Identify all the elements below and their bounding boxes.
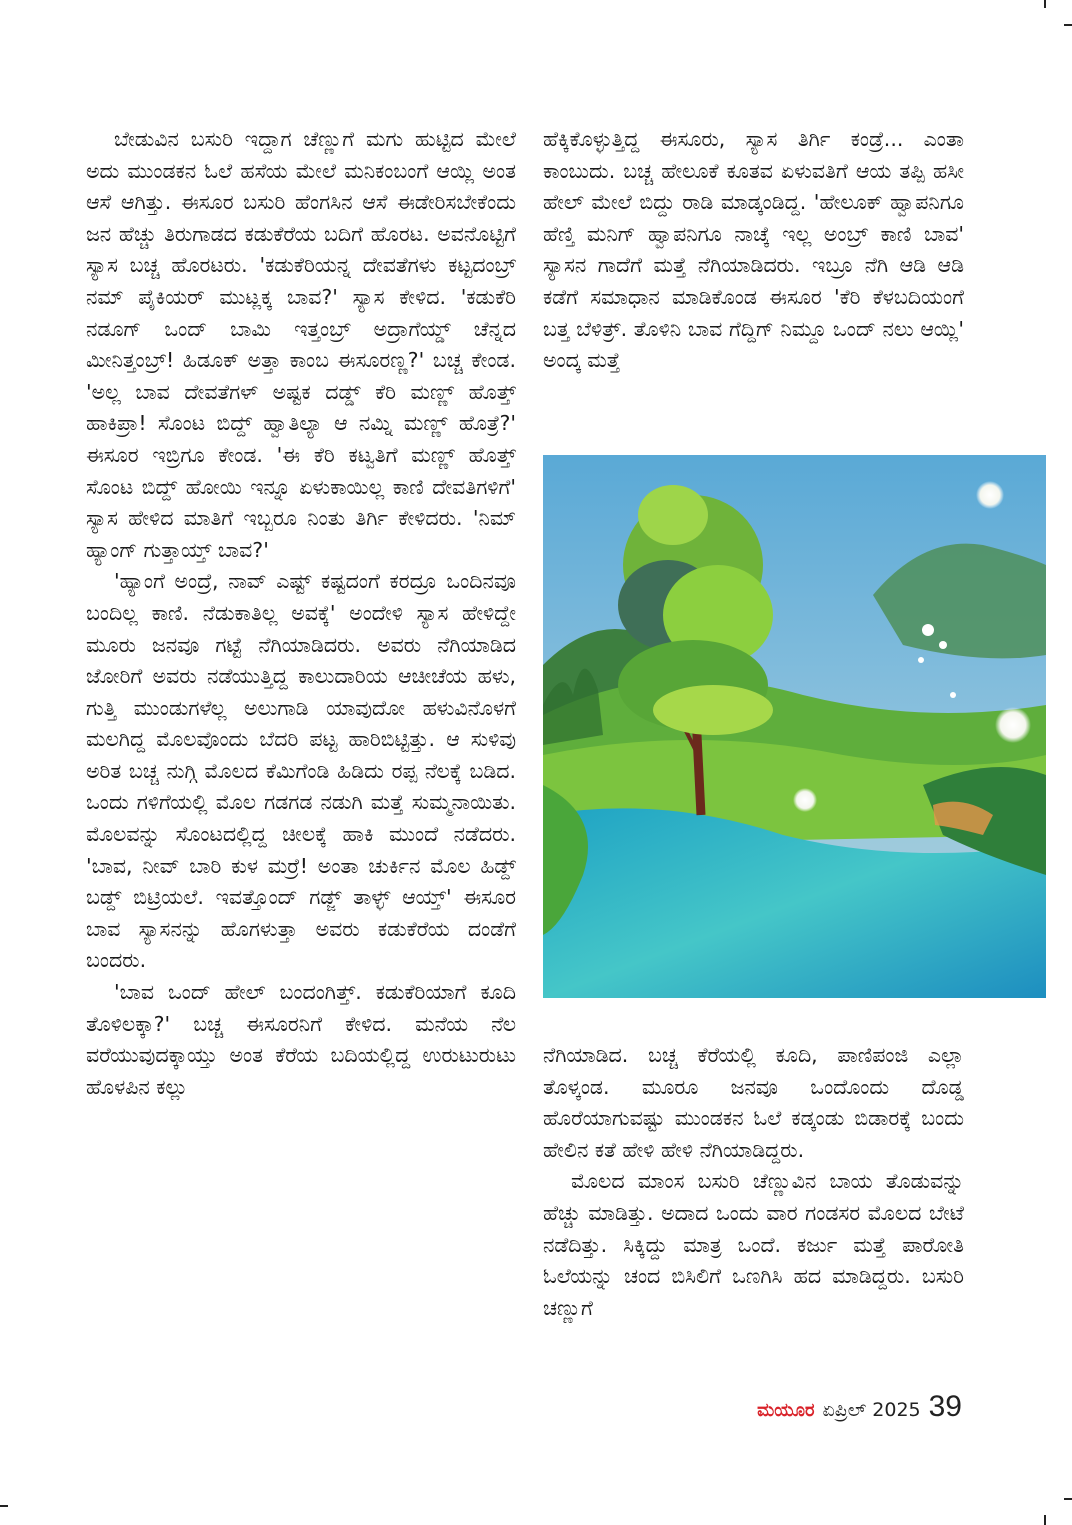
right-column-bottom bbox=[543, 1040, 964, 1324]
painting-svg bbox=[543, 455, 1046, 998]
crop-mark-top bbox=[1044, 0, 1046, 8]
left-column bbox=[86, 124, 516, 1103]
paragraph: ಮೊಲದ ಮಾಂಸ ಬಸುರಿ ಚೆಣ್ಣುವಿನ ಬಾಯ ತೊಡುವನ್ನು ಹೆಚ್ಚು ಮಾಡಿತ್ತು. ಅದಾದ ಒಂದು ವಾರ ಗಂಡಸರ ಮೊಲದ ಬೇಟೆ ನಡೆದಿತ್ತು. ಸಿಕ್ಕಿದ್ದು ಮಾತ್ರ ಒಂದೆ. ಕರ್ಜು ಮತ್ತೆ ಪಾರೋತಿ ಓಲೆಯನ್ನು ಚಂದ ಬಿಸಿಲಿಗೆ ಒಣಗಿಸಿ ಹದ ಮಾಡಿದ್ದರು. ಬಸುರಿ ಚಣ್ಣುಗೆ bbox=[543, 1169, 964, 1320]
crop-mark-left-bottom bbox=[0, 1505, 8, 1507]
paragraph: 'ಹ್ಯಾಂಗೆ ಅಂದ್ರೆ, ನಾವ್ ಎಷ್ಟ್ ಕಷ್ಟದಂಗೆ ಕರದ್ರೂ ಒಂದಿನವೂ ಬಂದಿಲ್ಲ ಕಾಣಿ. ನೆಡುಕಾತಿಲ್ಲ ಅವಕ್ಕೆ' ಅಂದೇಳಿ ಸ್ಯಾಸ ಹೇಳಿದ್ದೇ ಮೂರು ಜನವೂ ಗಟ್ಟೆ ನೆಗಿಯಾಡಿದರು. ಅವರು ನೆಗಿಯಾಡಿದ ಜೋರಿಗೆ ಅವರು ನಡೆಯುತ್ತಿದ್ದ ಕಾಲುದಾರಿಯ ಆಚೀಚೆಯ ಹಳು, ಗುತ್ತಿ ಮುಂಡುಗಳೆಲ್ಲ ಅಲುಗಾಡಿ ಯಾವುದೋ ಹಳುವಿನೊಳಗೆ ಮಲಗಿದ್ದ ಮೊಲವೊಂದು ಬೆದರಿ ಪಟ್ಟ ಹಾರಿಬಿಟ್ಟಿತ್ತು. ಆ ಸುಳಿವು ಅರಿತ ಬಚ್ಚ ನುಗ್ಗಿ ಮೊಲದ ಕೆಮಿಗೆಂಡಿ ಹಿಡಿದು ರಪ್ಪ ನೆಲಕ್ಕೆ ಬಡಿದ. ಒಂದು ಗಳಿಗೆಯಲ್ಲಿ ಮೊಲ ಗಡಗಡ ನಡುಗಿ ಮತ್ತೆ ಸುಮ್ಮನಾಯಿತು. ಮೊಲವನ್ನು ಸೊಂಟದಲ್ಲಿದ್ದ ಚೀಲಕ್ಕೆ ಹಾಕಿ ಮುಂದೆ ನಡೆದರು. 'ಬಾವ, ನೀವ್ ಬಾರಿ ಕುಳ ಮರ್ರೆ! ಅಂತಾ ಚುರ್ಕಿನ ಮೊಲ ಹಿಡ್ದ್ ಬಡ್ದ್ ಬಿಟ್ರಿಯಲೆ. ಇವತ್ತೊಂದ್ ಗಡ್ಜ್ ತಾಳ್ಳ್ ಆಯ್ತ್' ಈಸೂರ ಬಾವ ಸ್ಯಾಸನನ್ನು ಹೊಗಳುತ್ತಾ ಅವರು ಕಡುಕೆರೆಯ ದಂಡೆಗೆ ಬಂದರು. bbox=[86, 569, 516, 973]
paragraph: ಬೇಡುವಿನ ಬಸುರಿ ಇದ್ದಾಗ ಚೆಣ್ಣುಗೆ ಮಗು ಹುಟ್ಟಿದ ಮೇಲೆ ಅದು ಮುಂಡಕನ ಓಲೆ ಹಸೆಯ ಮೇಲೆ ಮನಿಕಂಬಂಗೆ ಆಯ್ಲಿ ಅಂತ ಆಸೆ ಆಗಿತ್ತು. ಈಸೂರ ಬಸುರಿ ಹೆಂಗಸಿನ ಆಸೆ ಈಡೇರಿಸಬೇಕೆಂದು ಜನ ಹೆಚ್ಚು ತಿರುಗಾಡದ ಕಡುಕೆರೆಯ ಬದಿಗೆ ಹೊರಟ. ಅವನೊಟ್ಟಿಗೆ ಸ್ಯಾಸ ಬಚ್ಚ ಹೊರಟರು. 'ಕಡುಕೆರಿಯನ್ನ ದೇವತೆಗಳು ಕಟ್ಟದಂಬ್ರ್ ನಮ್ ಪೈಕಿಯರ್ ಮುಟ್ಲಕ್ಕ ಬಾವ?' ಸ್ಯಾಸ ಕೇಳಿದ. 'ಕಡುಕೆರಿ ನಡೂಗ್ ಒಂದ್ ಬಾಮಿ ಇತ್ತಂಬ್ರ್ ಅದ್ರಾಗೆಯ್ಡ್ ಚೆನ್ನದ ಮೀನಿತ್ತಂಬ್ರ್! ಹಿಡೂಕ್ ಅತ್ತಾ ಕಾಂಬ ಈಸೂರಣ್ಣ?' ಬಚ್ಚ ಕೇಂಡ. 'ಅಲ್ಲ ಬಾವ ದೇವತೆಗಳ್ ಅಷ್ಟಕ ದಡ್ಡ್ ಕೆರಿ ಮಣ್ಣ್ ಹೊತ್ತ್ ಹಾಕಿಪ್ರಾ! ಸೊಂಟ ಬಿದ್ದ್ ಹ್ವಾತಿಲ್ಯಾ ಆ ನಮ್ನಿ ಮಣ್ಣ್ ಹೊತ್ರೆ?' ಈಸೂರ ಇಬ್ರಿಗೂ ಕೇಂಡ. 'ಈ ಕೆರಿ ಕಟ್ವತಿಗೆ ಮಣ್ಣ್ ಹೊತ್ತ್ ಸೊಂಟ ಬಿದ್ದ್ ಹೋಯಿ ಇನ್ನೂ ಏಳುಕಾಯಿಲ್ಲ ಕಾಣಿ ದೇವತಿಗಳಿಗೆ' ಸ್ಯಾಸ ಹೇಳಿದ ಮಾತಿಗೆ ಇಬ್ಬರೂ ನಿಂತು ತಿರ್ಗಿ ಕೇಳಿದರು. 'ನಿಮ್ ಹ್ಯಾಂಗ್ ಗುತ್ತಾಯ್ತ್ ಬಾವ?' bbox=[86, 127, 516, 562]
page-footer bbox=[757, 1390, 962, 1424]
paragraph: ಹೆಕ್ಕಿಕೊಳ್ಳುತ್ತಿದ್ದ ಈಸೂರು, ಸ್ಯಾಸ ತಿರ್ಗಿ ಕಂಡ್ರೆ... ಎಂತಾ ಕಾಂಬುದು. ಬಚ್ಚ ಹೇಲೂಕೆ ಕೂತವ ಏಳುವತಿಗೆ ಆಯ ತಪ್ಪಿ ಹಸೀ ಹೇಲ್ ಮೇಲೆ ಬಿದ್ದು ರಾಡಿ ಮಾಡ್ಕಂಡಿದ್ದ. 'ಹೇಲೂಕ್ ಹ್ವಾಪನಿಗೂ ಹೆಣ್ತಿ ಮನಿಗ್ ಹ್ವಾಪನಿಗೂ ನಾಚ್ಕೆ ಇಲ್ಲ ಅಂಬ್ರ್ ಕಾಣಿ ಬಾವ' ಸ್ಯಾಸನ ಗಾದೆಗೆ ಮತ್ತೆ ನೆಗಿಯಾಡಿದರು. ಇಬ್ರೂ ನೆಗಿ ಆಡಿ ಆಡಿ ಕಡೆಗೆ ಸಮಾಧಾನ ಮಾಡಿಕೊಂಡ ಈಸೂರ 'ಕೆರಿ ಕೆಳಬದಿಯಂಗೆ ಬತ್ತ ಬೆಳಿತ್ರ್. ತೊಳಿನಿ ಬಾವ ಗೆದ್ದಿಗ್ ನಿಮ್ದೂ ಒಂದ್ ನಲು ಆಯ್ಲಿ' ಅಂದ್ಕ ಮತ್ತೆ bbox=[543, 127, 964, 373]
right-column-top bbox=[543, 124, 964, 377]
paragraph: ನೆಗಿಯಾಡಿದ. ಬಚ್ಚ ಕೆರೆಯಲ್ಲಿ ಕೂದಿ, ಪಾಣಿಪಂಜಿ ಎಲ್ಲಾ ತೊಳ್ಕಂಡ. ಮೂರೂ ಜನವೂ ಒಂದೊಂದು ದೊಡ್ಡ ಹೊರೆಯಾಗುವಷ್ಟು ಮುಂಡಕನ ಓಲೆ ಕಡ್ಕಂಡು ಬಿಡಾರಕ್ಕೆ ಬಂದು ಹೇಲಿನ ಕತೆ ಹೇಳಿ ಹೇಳಿ ನೆಗಿಯಾಡಿದ್ದರು. bbox=[543, 1043, 964, 1162]
crop-mark-right bbox=[1064, 24, 1072, 26]
page-number: 39 bbox=[928, 1390, 962, 1423]
lake-painting-illustration bbox=[543, 455, 1046, 998]
crop-mark-right-bottom bbox=[1064, 1498, 1072, 1500]
magazine-logo: ಮಯೂರ bbox=[757, 1400, 815, 1421]
crop-mark-bottom bbox=[1044, 1515, 1046, 1525]
issue-date: ಏಪ್ರಿಲ್ 2025 bbox=[822, 1399, 921, 1421]
paragraph: 'ಬಾವ ಒಂದ್ ಹೇಲ್ ಬಂದಂಗಿತ್ತ್. ಕಡುಕೆರಿಯಾಗೆ ಕೂದಿ ತೊಳಿಲಕ್ಕಾ?' ಬಚ್ಚ ಈಸೂರನಿಗೆ ಕೇಳಿದ. ಮನೆಯ ನೆಲ ವರೆಯುವುದಕ್ಕಾಯ್ತು ಅಂತ ಕೆರೆಯ ಬದಿಯಲ್ಲಿದ್ದ ಉರುಟುರುಟು ಹೊಳಪಿನ ಕಲ್ಲು bbox=[86, 980, 516, 1099]
